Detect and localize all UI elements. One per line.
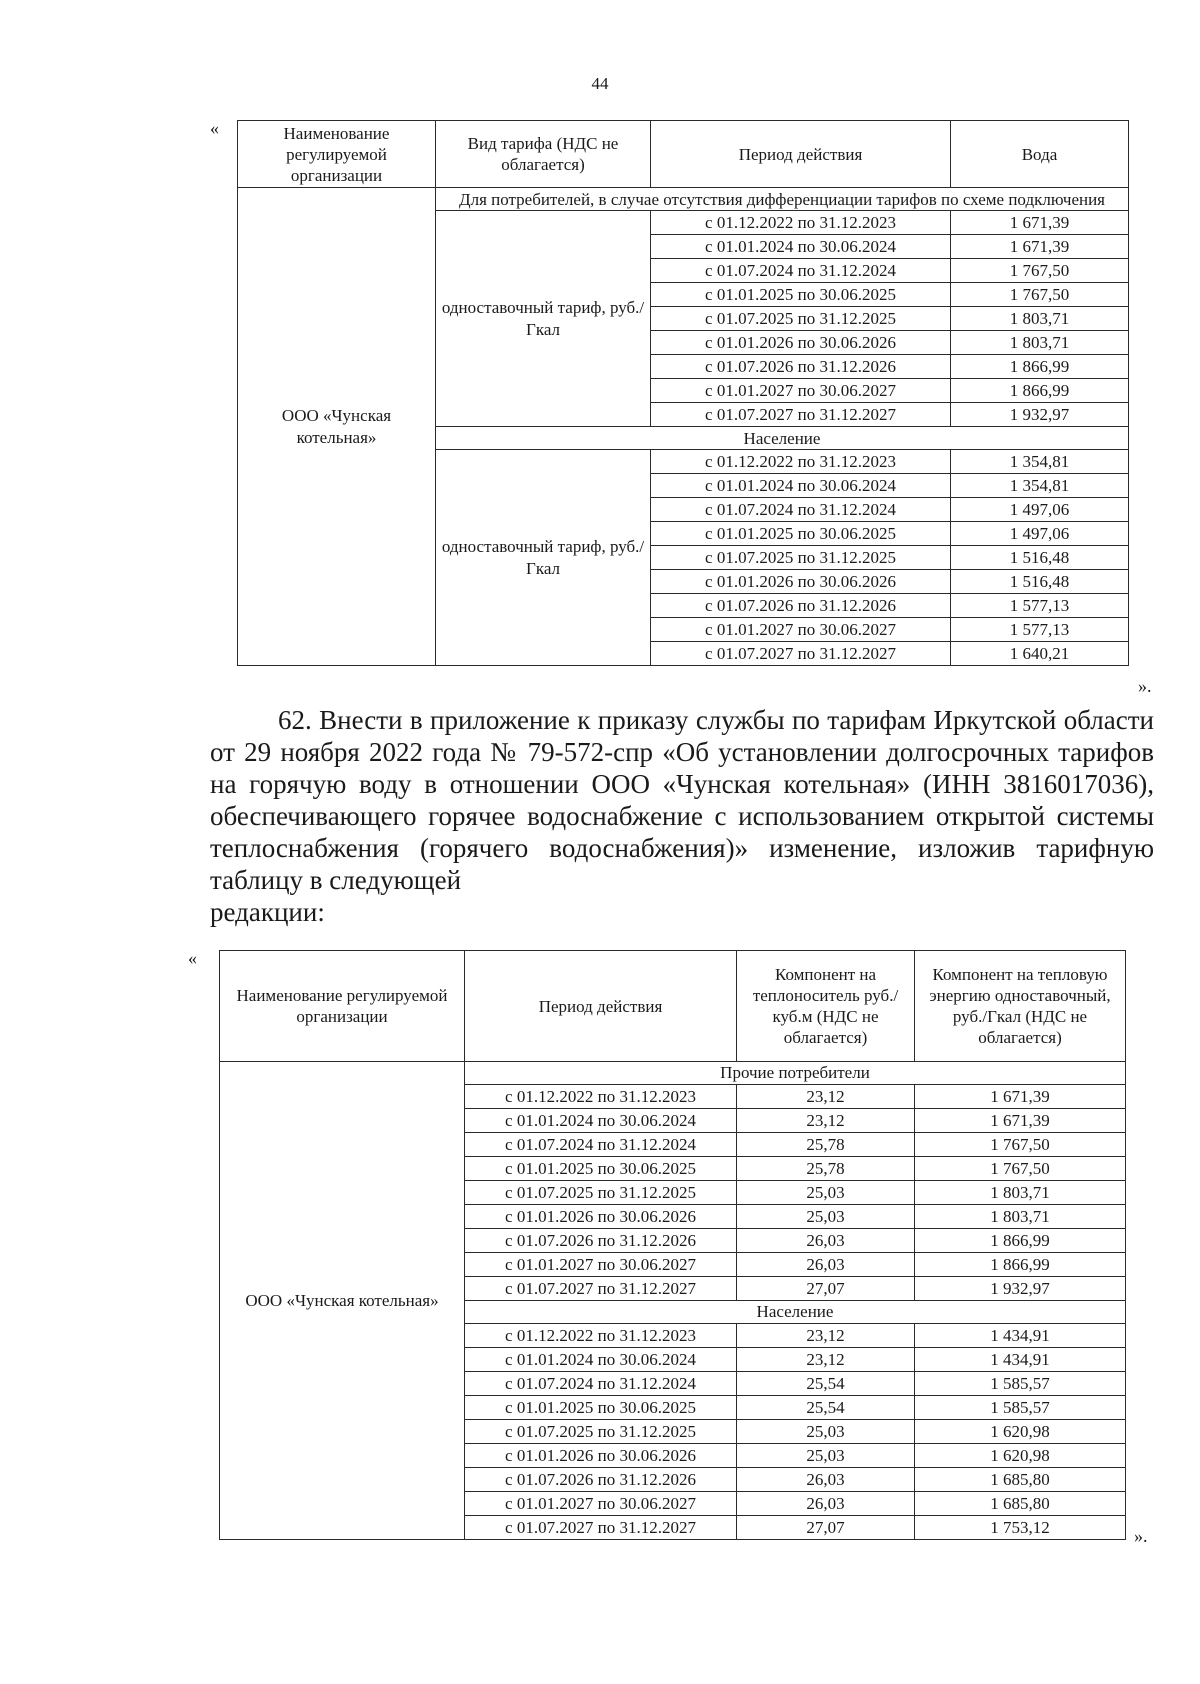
table2-carrier-cell: 25,78 [737,1133,915,1157]
table1-value-cell: 1 803,71 [951,307,1129,331]
table2-energy-cell: 1 671,39 [915,1109,1126,1133]
table1-period-cell: с 01.07.2025 по 31.12.2025 [651,546,951,570]
table1-period-cell: с 01.07.2024 по 31.12.2024 [651,259,951,283]
table2-energy-cell: 1 620,98 [915,1444,1126,1468]
table1-period-cell: с 01.01.2026 по 30.06.2026 [651,570,951,594]
table1-section-title: Население [436,427,1129,450]
amendment-paragraph [210,704,1154,928]
table1-tariff-label: одноставочный тариф, руб./Гкал [436,450,651,666]
paragraph-last-line: редакции: [210,897,325,927]
table2-period-cell: с 01.07.2025 по 31.12.2025 [465,1181,737,1205]
table2-energy-cell: 1 585,57 [915,1372,1126,1396]
table1-period-cell: с 01.01.2025 по 30.06.2025 [651,283,951,307]
table2-carrier-cell: 23,12 [737,1085,915,1109]
table1-value-cell: 1 767,50 [951,259,1129,283]
table2-energy-cell: 1 866,99 [915,1229,1126,1253]
table1-period-cell: с 01.01.2027 по 30.06.2027 [651,618,951,642]
table2-energy-cell: 1 434,91 [915,1324,1126,1348]
table1-period-cell: с 01.01.2027 по 30.06.2027 [651,379,951,403]
table2-carrier-cell: 23,12 [737,1348,915,1372]
table1-value-cell: 1 577,13 [951,594,1129,618]
table2-period-cell: с 01.07.2025 по 31.12.2025 [465,1420,737,1444]
table2-period-cell: с 01.12.2022 по 31.12.2023 [465,1324,737,1348]
table2-carrier-cell: 25,78 [737,1157,915,1181]
table2-period-cell: с 01.01.2024 по 30.06.2024 [465,1348,737,1372]
table2-header-period: Период действия [465,951,737,1062]
table1-tariff-label: одноставочный тариф, руб./Гкал [436,211,651,427]
table2-section-title: Прочие потребители [465,1062,1126,1085]
table1-value-cell: 1 516,48 [951,570,1129,594]
table2-carrier-cell: 25,03 [737,1420,915,1444]
table2-section-title: Население [465,1301,1126,1324]
paragraph-text: 62. Внести в приложение к приказу службы по тарифам Иркутской области от 29 ноября 2022 года № 79-572-спр «Об установлении долгосрочных тарифов на горячую воду в отношении ООО «Чунская котельная» (ИНН 3816017036), обеспечивающего горячее водоснабжение с использованием открытой системы теплоснабжения (горячего водоснабжения)» изменение, изложив тарифную таблицу в следующей [210,705,1154,895]
quote-close-2: ». [1134,1526,1148,1546]
tariff-table-water [237,120,1129,666]
table1-period-cell: с 01.07.2026 по 31.12.2026 [651,594,951,618]
table2-header-heat-energy: Компонент на тепловую энергию одноставочный, руб./Гкал (НДС не облагается) [915,951,1126,1062]
table2-energy-cell: 1 803,71 [915,1205,1126,1229]
table1-value-cell: 1 354,81 [951,474,1129,498]
table1-value-cell: 1 640,21 [951,642,1129,666]
table2-period-cell: с 01.07.2024 по 31.12.2024 [465,1133,737,1157]
table2-carrier-cell: 25,03 [737,1181,915,1205]
table2-section-row [220,1062,1126,1085]
table2-carrier-cell: 26,03 [737,1253,915,1277]
table2-energy-cell: 1 434,91 [915,1348,1126,1372]
table1-value-cell: 1 497,06 [951,498,1129,522]
table1-section-row [238,188,1129,211]
table2-period-cell: с 01.01.2024 по 30.06.2024 [465,1109,737,1133]
table2-period-cell: с 01.01.2026 по 30.06.2026 [465,1205,737,1229]
table2-carrier-cell: 26,03 [737,1229,915,1253]
table1-value-cell: 1 516,48 [951,546,1129,570]
table1-header-water: Вода [951,121,1129,188]
table2-period-cell: с 01.07.2026 по 31.12.2026 [465,1468,737,1492]
table2-carrier-cell: 23,12 [737,1109,915,1133]
table2-energy-cell: 1 620,98 [915,1420,1126,1444]
table1-period-cell: с 01.07.2024 по 31.12.2024 [651,498,951,522]
table2-carrier-cell: 27,07 [737,1516,915,1540]
table2-energy-cell: 1 767,50 [915,1157,1126,1181]
table2-carrier-cell: 25,54 [737,1372,915,1396]
table2-energy-cell: 1 803,71 [915,1181,1126,1205]
table2-header-organization: Наименование регулируемой организации [220,951,465,1062]
table1-period-cell: с 01.07.2027 по 31.12.2027 [651,403,951,427]
table1-period-cell: с 01.01.2026 по 30.06.2026 [651,331,951,355]
table1-value-cell: 1 803,71 [951,331,1129,355]
table2-period-cell: с 01.01.2025 по 30.06.2025 [465,1396,737,1420]
quote-open-2: « [188,948,197,968]
table2-energy-cell: 1 685,80 [915,1468,1126,1492]
table2-period-cell: с 01.01.2026 по 30.06.2026 [465,1444,737,1468]
table1-value-cell: 1 577,13 [951,618,1129,642]
table1-value-cell: 1 866,99 [951,355,1129,379]
table2-carrier-cell: 25,03 [737,1444,915,1468]
table1-section-title: Для потребителей, в случае отсутствия дифференциации тарифов по схеме подключения [436,188,1129,211]
table1-value-cell: 1 671,39 [951,211,1129,235]
table2-period-cell: с 01.07.2026 по 31.12.2026 [465,1229,737,1253]
table2-period-cell: с 01.01.2025 по 30.06.2025 [465,1157,737,1181]
table1-period-cell: с 01.01.2025 по 30.06.2025 [651,522,951,546]
table2-period-cell: с 01.07.2027 по 31.12.2027 [465,1277,737,1301]
table1-value-cell: 1 354,81 [951,450,1129,474]
table1-period-cell: с 01.12.2022 по 31.12.2023 [651,450,951,474]
table2-carrier-cell: 27,07 [737,1277,915,1301]
table2-carrier-cell: 23,12 [737,1324,915,1348]
table1-period-cell: с 01.01.2024 по 30.06.2024 [651,474,951,498]
table1-value-cell: 1 932,97 [951,403,1129,427]
page-number: 44 [591,74,609,93]
table2-period-cell: с 01.01.2027 по 30.06.2027 [465,1492,737,1516]
table1-period-cell: с 01.07.2027 по 31.12.2027 [651,642,951,666]
table1-period-cell: с 01.07.2026 по 31.12.2026 [651,355,951,379]
table2-carrier-cell: 26,03 [737,1468,915,1492]
table2-organization: ООО «Чунская котельная» [220,1062,465,1540]
table1-period-cell: с 01.12.2022 по 31.12.2023 [651,211,951,235]
table1-value-cell: 1 866,99 [951,379,1129,403]
table2-energy-cell: 1 932,97 [915,1277,1126,1301]
table1-header-organization: Наименование регулируемой организации [238,121,436,188]
table2-carrier-cell: 26,03 [737,1492,915,1516]
table1-period-cell: с 01.01.2024 по 30.06.2024 [651,235,951,259]
table2-carrier-cell: 25,54 [737,1396,915,1420]
quote-open-1: « [210,118,219,138]
table2-energy-cell: 1 767,50 [915,1133,1126,1157]
table2-period-cell: с 01.07.2024 по 31.12.2024 [465,1372,737,1396]
table2-period-cell: с 01.12.2022 по 31.12.2023 [465,1085,737,1109]
table2-header-heat-carrier: Компонент на теплоноситель руб./куб.м (НДС не облагается) [737,951,915,1062]
quote-close-1: ». [1138,676,1152,696]
table1-header-period: Период действия [651,121,951,188]
table1-header-tariff-type: Вид тарифа (НДС не облагается) [436,121,651,188]
table2-energy-cell: 1 671,39 [915,1085,1126,1109]
table2-energy-cell: 1 685,80 [915,1492,1126,1516]
table2-carrier-cell: 25,03 [737,1205,915,1229]
table2-energy-cell: 1 866,99 [915,1253,1126,1277]
table2-period-cell: с 01.01.2027 по 30.06.2027 [465,1253,737,1277]
table2-period-cell: с 01.07.2027 по 31.12.2027 [465,1516,737,1540]
table1-value-cell: 1 671,39 [951,235,1129,259]
table1-value-cell: 1 767,50 [951,283,1129,307]
table1-value-cell: 1 497,06 [951,522,1129,546]
table2-header-row [220,951,1126,1062]
tariff-table-hot-water [219,950,1126,1540]
table1-header-row [238,121,1129,188]
table2-energy-cell: 1 585,57 [915,1396,1126,1420]
table1-period-cell: с 01.07.2025 по 31.12.2025 [651,307,951,331]
table1-organization: ООО «Чунская котельная» [238,188,436,666]
table2-energy-cell: 1 753,12 [915,1516,1126,1540]
